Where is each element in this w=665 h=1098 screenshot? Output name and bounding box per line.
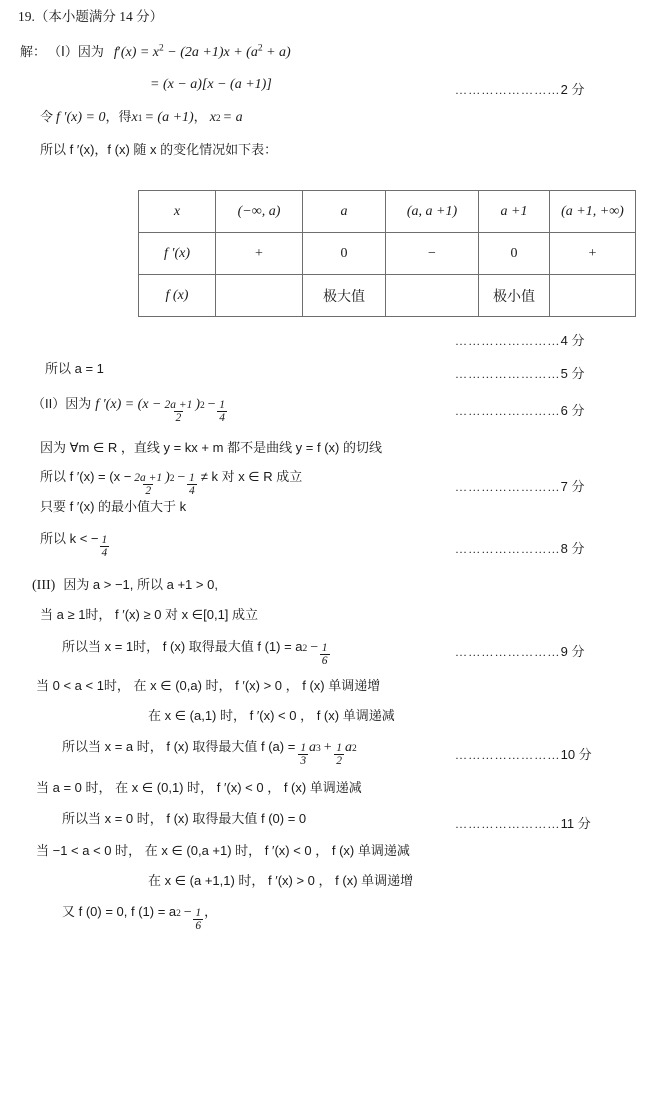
part2-frac1-den: 2 xyxy=(175,412,182,425)
part3-case4-text: 当 −1 < a < 0 时， 在 x ∈ (0,a +1) 时， f ′(x) < 0 ， f (x) 单调递减 xyxy=(36,843,410,858)
part2-frac1-num: 2a +1 xyxy=(164,399,193,411)
part2-expr-lhs: f ′(x) = (x − xyxy=(95,397,162,412)
fprime-mark: ′ xyxy=(117,45,121,60)
part2-k-prefix: 所以 k < − xyxy=(40,531,99,546)
part2-so-frac2-den: 4 xyxy=(188,485,195,498)
part2-k-frac-num: 1 xyxy=(101,534,108,546)
part3-intro-text: 因为 a > −1, 所以 a +1 > 0, xyxy=(63,577,218,592)
problem-header-text: 19.（本小题满分 14 分） xyxy=(18,9,164,24)
root-x1-val: = (a +1) xyxy=(144,110,194,125)
part2-forall-line xyxy=(40,441,382,454)
part3-final-tail: ， xyxy=(204,904,218,919)
score-marker-5 xyxy=(455,363,584,382)
ling-label: 令 xyxy=(40,109,54,124)
table-row-label-fprime: f ′(x) xyxy=(139,233,216,275)
score-marker-9 xyxy=(455,641,584,660)
part2-so-frac1-den: 2 xyxy=(145,485,152,498)
part3-case1-frac-den: 6 xyxy=(321,655,328,668)
eq-x: = x xyxy=(139,45,160,60)
part2-only-line xyxy=(40,500,186,513)
part2-so-frac2-num: 1 xyxy=(188,472,195,484)
part3-case1-result-line: 所以当 x = 1时， f (x) 取得最大值 f (1) = a 2 − $\frac{1}{6}$ xyxy=(62,639,328,668)
de-label: ，得 xyxy=(105,109,132,124)
part2-expr-mid: ) xyxy=(195,397,200,412)
table-cell-f-4: 极小值 xyxy=(479,275,550,317)
score-value-11: 11 分 xyxy=(560,816,591,831)
root-x2-val: = a xyxy=(222,110,243,125)
score-value-4: 4 分 xyxy=(560,333,585,348)
part3-label: (III) xyxy=(32,578,56,593)
factored-form: = (x − a)[x − (a +1)] xyxy=(150,77,272,92)
part3-case2-line xyxy=(36,679,380,692)
part2-so-minus: − xyxy=(176,470,186,485)
solution-part1-line1 xyxy=(20,45,291,60)
table-cell-fprime-4: 0 xyxy=(479,233,550,275)
part3-case1-minus: − xyxy=(309,640,319,655)
part1-equation xyxy=(113,43,291,60)
fprime-f: f xyxy=(113,45,118,60)
root-x1: x xyxy=(131,110,138,125)
score-marker-10 xyxy=(455,744,592,763)
table-cell-fprime-1: + xyxy=(216,233,303,275)
score-dots-5: …………………… xyxy=(455,367,561,381)
exp-2: 2 xyxy=(159,43,164,54)
part3-final-line: 又 f (0) = 0, f (1) = a 2 − $\frac{1}{6}$ ， xyxy=(62,904,218,933)
eq-tail: + a) xyxy=(266,45,291,60)
score-marker-7 xyxy=(455,476,584,495)
table-header-row xyxy=(139,191,636,233)
table-header-interval-3: (a +1, +∞) xyxy=(550,191,636,233)
variation-table xyxy=(138,190,636,317)
part3-case2-frac2-num: 1 xyxy=(336,742,342,754)
part3-case2-result-prefix: 所以当 x = a 时， f (x) 取得最大值 f (a) = xyxy=(62,739,296,754)
part3-case2b-line xyxy=(148,709,395,722)
part2-so-tail: ≠ k 对 x ∈ R 成立 xyxy=(200,469,303,484)
table-header-x: x xyxy=(139,191,216,233)
part3-case3-result-text: 所以当 x = 0 时， f (x) 取得最大值 f (0) = 0 xyxy=(62,811,307,826)
eq-rest: − (2a +1)x + (a xyxy=(167,45,258,60)
table-header-point-a1: a +1 xyxy=(479,191,550,233)
score-dots-10: …………………… xyxy=(455,748,561,762)
solution-label: 解： xyxy=(20,44,47,59)
part3-case2-frac1-den: 3 xyxy=(300,755,307,768)
part3-case2-frac1-num: 1 xyxy=(300,742,307,754)
table-row xyxy=(139,233,636,275)
score-value-7: 7 分 xyxy=(560,479,585,494)
part2-label: （II）因为 xyxy=(32,396,92,411)
part3-final-minus: − xyxy=(182,905,193,920)
table-cell-f-2: 极大值 xyxy=(303,275,386,317)
score-dots-7: …………………… xyxy=(455,480,561,494)
table-row xyxy=(139,275,636,317)
score-value-10: 10 分 xyxy=(560,747,592,762)
solution-part1-line3: 令 f ′(x) = 0 ，得 x 1 = (a +1) ， x 2 = a xyxy=(40,109,243,125)
part2-so-prefix: 所以 f ′(x) = (x − xyxy=(40,469,132,484)
part2-frac2-num: 1 xyxy=(219,399,225,411)
part3-case2-a1: a xyxy=(309,740,317,755)
part3-final-frac-num: 1 xyxy=(195,907,202,919)
part3-case2-frac2-den: 2 xyxy=(336,755,342,768)
part3-final-frac-den: 6 xyxy=(195,920,202,933)
solution-part1-line2 xyxy=(150,78,272,92)
score-value-6: 6 分 xyxy=(560,403,585,418)
part2-expr-minus: − xyxy=(206,397,217,412)
table-header-point-a: a xyxy=(303,191,386,233)
part3-case2-fraction-2 xyxy=(334,742,344,767)
part3-case1-fraction xyxy=(320,642,330,667)
part3-case4b-line xyxy=(148,874,413,887)
part2-so-mid: ) xyxy=(165,470,170,485)
part2-only-text: 只要 f ′(x) 的最小值大于 k xyxy=(40,499,187,514)
score-value-5: 5 分 xyxy=(560,366,585,381)
part2-k-fraction xyxy=(100,534,110,559)
part2-fraction-1 xyxy=(163,399,195,424)
table-header-interval-2: (a, a +1) xyxy=(386,191,479,233)
part2-k-line xyxy=(40,532,110,559)
part2-line-so: 所以 f ′(x) = (x − $\frac{2a +1}{2}$ ) 2 − $\frac{1}{4}$ ≠ k 对 x ∈ R 成立 xyxy=(40,469,303,498)
part3-case2-result-line: 所以当 x = a 时， f (x) 取得最大值 f (a) = $\frac{1}{3}$ a 3 + $\frac{1}{2}$ a 2 xyxy=(62,739,357,768)
part2-so-frac1-num: 2a +1 xyxy=(134,472,163,484)
part2-so-fraction-2 xyxy=(187,472,197,497)
part2-k-frac-den: 4 xyxy=(101,547,108,560)
score-dots-4: …………………… xyxy=(455,334,561,348)
table-header-interval-1: (−∞, a) xyxy=(216,191,303,233)
part1-label: （Ⅰ）因为 xyxy=(48,44,104,59)
part3-case1-result-prefix: 所以当 x = 1时， f (x) 取得最大值 f (1) = a xyxy=(62,639,303,654)
part3-case2b-text: 在 x ∈ (a,1) 时， f ′(x) < 0 ， f (x) 单调递减 xyxy=(148,708,395,723)
part3-case1-frac-num: 1 xyxy=(321,642,328,654)
score-dots-2: …………………… xyxy=(455,83,561,97)
score-marker-11 xyxy=(455,813,591,832)
score-dots-9: …………………… xyxy=(455,645,561,659)
part3-intro-line xyxy=(32,578,218,593)
part3-case2-a2: a xyxy=(345,740,352,755)
root-x2: x xyxy=(209,110,216,125)
part3-case1-line xyxy=(40,608,258,621)
score-dots-6: …………………… xyxy=(455,404,561,418)
table-cell-f-5 xyxy=(550,275,636,317)
score-dots-8: …………………… xyxy=(455,542,561,556)
table-cell-fprime-5: + xyxy=(550,233,636,275)
table-intro-text: 所以 f ′(x)，f (x) 随 x 的变化情况如下表： xyxy=(40,142,278,157)
part2-so-fraction-1 xyxy=(132,472,164,497)
part3-case2-text: 当 0 < a < 1时， 在 x ∈ (0,a) 时， f ′(x) > 0 ， f (x) 单调递增 xyxy=(36,678,381,693)
exp-2b: 2 xyxy=(257,43,263,54)
part3-case2-plus: + xyxy=(322,740,333,755)
table-cell-fprime-3: − xyxy=(386,233,479,275)
part2-line1: （II）因为 f ′(x) = (x − $\frac{2a +1}{2}$ ) 2 − $\frac{1}{4}$ xyxy=(32,396,225,425)
part3-final-fraction xyxy=(193,907,203,932)
score-marker-2 xyxy=(455,79,584,98)
table-cell-f-1 xyxy=(216,275,303,317)
table-row-label-f: f (x) xyxy=(139,275,216,317)
score-value-8: 8 分 xyxy=(560,541,585,556)
fprime-arg: (x) xyxy=(120,45,137,60)
part2-fraction-2 xyxy=(217,399,227,424)
table-cell-fprime-2: 0 xyxy=(303,233,386,275)
part3-case4-line xyxy=(36,844,410,857)
part3-case3-line xyxy=(36,781,362,794)
part1-conclusion-text: 所以 a = 1 xyxy=(45,361,104,376)
table-intro-line xyxy=(40,143,277,156)
part3-case3-text: 当 a = 0 时， 在 x ∈ (0,1) 时， f ′(x) < 0 ， f (x) 单调递减 xyxy=(36,780,362,795)
part2-frac2-den: 4 xyxy=(219,412,225,425)
part3-final-prefix: 又 f (0) = 0, f (1) = a xyxy=(62,904,177,919)
part1-conclusion-line xyxy=(45,362,104,375)
root-comma: ， xyxy=(193,109,207,124)
part3-case4b-text: 在 x ∈ (a +1,1) 时， f ′(x) > 0 ， f (x) 单调递增 xyxy=(148,873,414,888)
part3-case3-result-line xyxy=(62,812,306,825)
score-value-2: 2 分 xyxy=(560,82,585,97)
problem-header xyxy=(18,10,163,24)
part2-forall-text: 因为 ∀m ∈ R ，直线 y = kx + m 都不是曲线 y = f (x) 的切线 xyxy=(40,440,382,455)
part3-case1-text: 当 a ≥ 1时， f ′(x) ≥ 0 对 x ∈[0,1] 成立 xyxy=(40,607,259,622)
score-value-9: 9 分 xyxy=(560,644,585,659)
score-dots-11: …………………… xyxy=(455,817,561,831)
score-marker-4 xyxy=(455,330,584,349)
table-cell-f-3 xyxy=(386,275,479,317)
fprime-zero: f ′(x) = 0 xyxy=(56,110,106,125)
score-marker-6 xyxy=(455,400,584,419)
score-marker-8 xyxy=(455,538,584,557)
part3-case2-fraction-1 xyxy=(298,742,308,767)
